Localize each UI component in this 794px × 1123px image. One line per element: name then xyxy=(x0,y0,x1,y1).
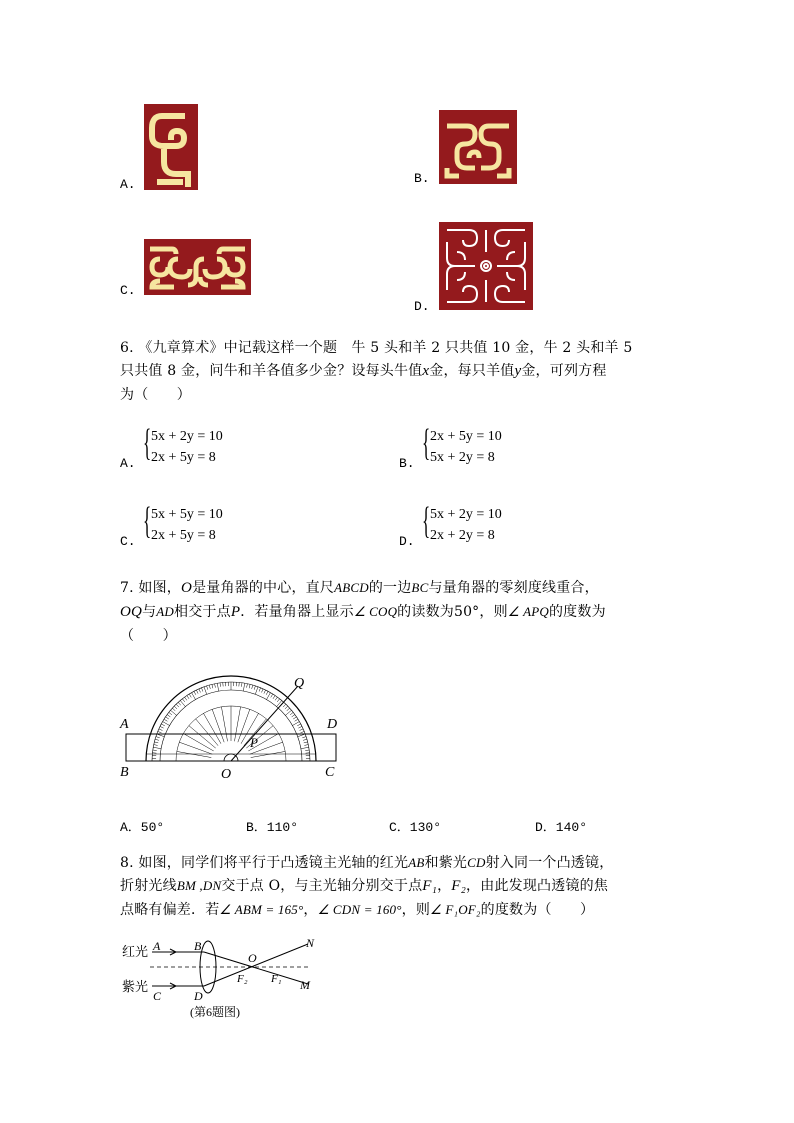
q6-var-x: x xyxy=(422,363,430,379)
protractor-scale-tick xyxy=(176,704,179,707)
q8-var-cd: CD xyxy=(467,855,486,870)
protractor-scale-tick xyxy=(275,697,277,700)
protractor-scale-tick xyxy=(247,684,248,688)
protractor-radial-line xyxy=(251,751,285,757)
protractor-scale-tick xyxy=(271,694,273,697)
q6-option-b-eq2: 5x + 2y = 8 xyxy=(430,450,495,465)
q7-protractor-figure xyxy=(116,670,346,782)
protractor-scale-tick xyxy=(277,699,279,702)
q6-line-3: 为（ ） xyxy=(120,387,191,403)
protractor-scale-tick xyxy=(300,729,304,731)
protractor-scale-tick xyxy=(153,750,157,751)
q6-option-d-eq2: 2x + 2y = 8 xyxy=(430,528,495,543)
q8-angle-cdn: ∠ CDN = 160° xyxy=(317,902,402,917)
protractor-scale-tick xyxy=(154,745,158,746)
q8-line-3c: ，则 xyxy=(401,902,431,918)
protractor-scale-tick xyxy=(174,706,177,709)
q6-line-2b: 金，每只羊值 xyxy=(429,363,515,379)
q7-var-bc: BC xyxy=(411,580,429,595)
q8-angle-abm: ∠ ABM = 165° xyxy=(219,902,304,917)
q7-line-1c: 的一边 xyxy=(368,580,412,596)
q6-option-a-brace: { xyxy=(143,422,152,464)
label-o: O xyxy=(221,767,232,782)
protractor-scale-tick xyxy=(301,747,309,748)
q6-line-2 xyxy=(120,358,607,384)
label-f2: F₂ xyxy=(237,973,248,985)
label-q: Q xyxy=(294,676,305,691)
protractor-radial-line xyxy=(212,709,224,742)
protractor-scale-tick xyxy=(156,737,160,738)
label-o: O xyxy=(248,951,257,965)
q7-line-1a: 7. 如图， xyxy=(120,580,182,596)
option-d-label[interactable]: D. xyxy=(414,299,430,314)
protractor-scale-tick xyxy=(160,726,164,728)
label-b: B xyxy=(194,939,202,953)
q7-var-p: P xyxy=(230,604,241,620)
protractor-scale-tick xyxy=(293,717,296,719)
protractor-scale-tick xyxy=(199,689,201,693)
q7-line-1 xyxy=(120,575,599,601)
protractor-scale-tick xyxy=(264,690,266,694)
q8-var-bm-dn: BM ,DN xyxy=(176,878,222,893)
protractor-scale-tick xyxy=(304,742,308,743)
protractor-scale-tick xyxy=(182,699,184,702)
q7-option-d[interactable]: D．140° xyxy=(535,820,588,835)
protractor-scale-tick xyxy=(167,715,170,717)
q6-line-2a: 只共值 8 金，问牛和羊各值多少金？设每头牛值 xyxy=(120,363,423,379)
label-p: P xyxy=(250,735,258,750)
protractor-scale-tick xyxy=(220,683,221,687)
q6-option-c-brace: { xyxy=(143,500,152,542)
q7-line-2c: ．若量角器上显示 xyxy=(240,604,354,620)
q6-option-d-brace: { xyxy=(422,500,431,542)
q7-option-a[interactable]: A．50° xyxy=(120,820,165,835)
q6-option-b-system xyxy=(430,426,502,468)
q6-line-2c: 金，可列方程 xyxy=(521,363,607,379)
protractor-scale-tick xyxy=(217,683,218,691)
q7-angle-coq: ∠ COQ xyxy=(353,604,398,619)
protractor-scale-tick xyxy=(155,739,159,740)
protractor-scale-tick xyxy=(172,708,175,711)
protractor-scale-tick xyxy=(273,696,275,699)
q7-line-2a: 与 xyxy=(142,604,157,620)
protractor-scale-tick xyxy=(194,691,196,695)
label-c: C xyxy=(153,989,162,1003)
q7-var-abcd: ABCD xyxy=(334,580,369,595)
protractor-scale-tick xyxy=(196,690,198,694)
protractor-scale-tick xyxy=(161,724,165,726)
q7-var-ad: AD xyxy=(156,604,175,619)
q6-option-d-label[interactable]: D. xyxy=(399,534,415,549)
q6-option-a-label[interactable]: A. xyxy=(120,456,136,471)
protractor-scale-tick xyxy=(290,712,293,714)
protractor-scale-tick xyxy=(204,687,207,695)
q8-line-3a: 点略有偏差．若 xyxy=(120,902,220,918)
protractor-scale-tick xyxy=(185,697,187,700)
label-d: D xyxy=(327,717,338,732)
protractor-scale-tick xyxy=(302,737,306,738)
protractor-scale-tick xyxy=(285,706,288,709)
option-c-label[interactable]: C. xyxy=(120,283,136,298)
q6-option-b-brace: { xyxy=(422,422,431,464)
q6-option-c-eq1: 5x + 5y = 10 xyxy=(151,507,223,522)
q8-line-1a: 8. 如图，同学们将平行于凸透镜主光轴的红光 xyxy=(120,855,409,871)
protractor-scale-tick xyxy=(153,747,161,748)
q8-var-f2: F₂ xyxy=(451,878,467,894)
protractor-scale-tick xyxy=(189,694,191,697)
protractor-scale-tick xyxy=(304,745,308,746)
protractor-radial-line xyxy=(234,707,240,741)
q8-line-2 xyxy=(120,873,608,899)
protractor-radial-line xyxy=(196,719,218,746)
protractor-radial-line xyxy=(183,734,213,752)
q7-option-c[interactable]: C．130° xyxy=(389,820,442,835)
protractor-scale-tick xyxy=(305,750,309,751)
protractor-scale-tick xyxy=(169,712,172,714)
q8-lens-figure xyxy=(118,934,328,1024)
protractor-scale-tick xyxy=(301,731,305,732)
q7-line-2d: 的读数为50°，则 xyxy=(397,604,508,620)
protractor-scale-tick xyxy=(303,739,307,740)
protractor-radial-line xyxy=(221,707,227,741)
protractor-scale-tick xyxy=(209,685,210,689)
q7-line-3: （ ） xyxy=(120,628,177,644)
ray-oq xyxy=(231,686,298,761)
option-a-label[interactable]: A. xyxy=(120,177,136,192)
q8-line-1b: 和紫光 xyxy=(424,855,468,871)
q8-line-2c: ， xyxy=(437,878,452,894)
protractor-radial-line xyxy=(204,713,222,743)
protractor-scale-tick xyxy=(159,729,163,731)
label-n: N xyxy=(306,936,315,950)
option-c-pattern-image xyxy=(144,239,251,295)
label-m: M xyxy=(300,978,310,992)
figure-caption: (第6题图) xyxy=(190,1005,240,1019)
q6-option-c-system xyxy=(151,504,223,546)
protractor-radial-line xyxy=(238,709,250,742)
q8-line-2a: 折射光线 xyxy=(120,878,177,894)
protractor-scale-tick xyxy=(262,689,264,693)
protractor-scale-tick xyxy=(201,688,202,692)
protractor-scale-tick xyxy=(254,686,255,690)
q8-line-3d: 的度数为（ ） xyxy=(480,902,595,918)
q6-option-a-system xyxy=(151,426,223,468)
q7-line-2b: 相交于点 xyxy=(174,604,231,620)
q6-line-1: 6. 《九章算术》中记载这样一个题 牛 5 头和羊 2 只共值 10 金，牛 2 头和羊 5 xyxy=(120,340,633,356)
option-b-pattern-image xyxy=(439,110,517,184)
label-f1: F₁ xyxy=(271,973,282,985)
q6-option-b-label[interactable]: B. xyxy=(399,456,415,471)
label-d: D xyxy=(194,989,203,1003)
q6-var-y: y xyxy=(514,363,522,379)
q7-line-2e: 的度数为 xyxy=(548,604,606,620)
protractor-radial-line xyxy=(177,751,211,757)
q8-var-f1: F₁ xyxy=(422,878,438,894)
protractor-scale-tick xyxy=(249,684,250,688)
protractor-scale-tick xyxy=(212,684,213,688)
protractor-scale-tick xyxy=(292,715,295,717)
q7-line-2 xyxy=(120,599,606,625)
q8-line-2b: 交于点 O，与主光轴分别交于点 xyxy=(221,878,423,894)
q6-option-d-system xyxy=(430,504,502,546)
q6-option-a-eq2: 2x + 5y = 8 xyxy=(151,450,216,465)
protractor-radial-line xyxy=(189,726,216,748)
q7-var-oq: OQ xyxy=(120,604,143,620)
option-a-pattern-image xyxy=(144,104,198,190)
label-a: A xyxy=(153,939,161,953)
label-c: C xyxy=(325,765,335,780)
protractor-scale-tick xyxy=(166,717,169,719)
protractor-scale-tick xyxy=(154,742,158,743)
protractor-scale-tick xyxy=(158,731,162,732)
protractor-scale-tick xyxy=(255,687,258,695)
protractor-scale-tick xyxy=(283,704,286,707)
q7-line-1b: 是量角器的中心，直尺 xyxy=(192,580,335,596)
protractor-scale-tick xyxy=(252,685,253,689)
label-purple-light: 紫光 xyxy=(122,979,149,994)
q8-line-3b: ， xyxy=(303,902,318,918)
q6-option-d-eq1: 5x + 2y = 10 xyxy=(430,507,502,522)
q6-option-c-label[interactable]: C. xyxy=(120,534,136,549)
q7-line-1d: 与量角器的零刻度线重合， xyxy=(428,580,599,596)
q8-angle-f1of2: ∠ F₁OF₂ xyxy=(430,902,481,917)
protractor-ticks xyxy=(152,682,310,761)
protractor-scale-tick xyxy=(259,688,260,692)
label-red-light: 红光 xyxy=(122,944,149,959)
protractor-scale-tick xyxy=(164,719,167,721)
protractor-scale-tick xyxy=(295,719,298,721)
protractor-scale-tick xyxy=(241,683,242,687)
label-b: B xyxy=(120,765,129,780)
protractor-scale-tick xyxy=(187,696,189,699)
q7-angle-apq: ∠ APQ xyxy=(507,604,549,619)
option-d-pattern-image xyxy=(439,222,533,310)
option-b-label[interactable]: B. xyxy=(414,171,430,186)
q7-option-b[interactable]: B．110° xyxy=(246,820,299,835)
q8-line-1c: 射入同一个凸透镜， xyxy=(485,855,614,871)
label-a: A xyxy=(120,717,129,732)
q8-line-2d: ，由此发现凸透镜的焦 xyxy=(466,878,609,894)
q8-var-ab: AB xyxy=(408,855,425,870)
protractor-scale-tick xyxy=(243,683,244,691)
protractor-radial-line xyxy=(179,742,212,754)
protractor-scale-tick xyxy=(287,708,290,711)
q6-option-a-eq1: 5x + 2y = 10 xyxy=(151,429,223,444)
protractor-scale-tick xyxy=(178,702,181,705)
protractor-scale-tick xyxy=(266,691,268,695)
q6-option-b-eq1: 2x + 5y = 10 xyxy=(430,429,502,444)
protractor-scale-tick xyxy=(207,686,208,690)
protractor-scale-tick xyxy=(297,724,301,726)
protractor-scale-tick xyxy=(215,684,216,688)
protractor-scale-tick xyxy=(298,726,302,728)
q8-line-3 xyxy=(120,897,594,923)
q7-var-o: O xyxy=(181,580,193,596)
q6-option-c-eq2: 2x + 5y = 8 xyxy=(151,528,216,543)
